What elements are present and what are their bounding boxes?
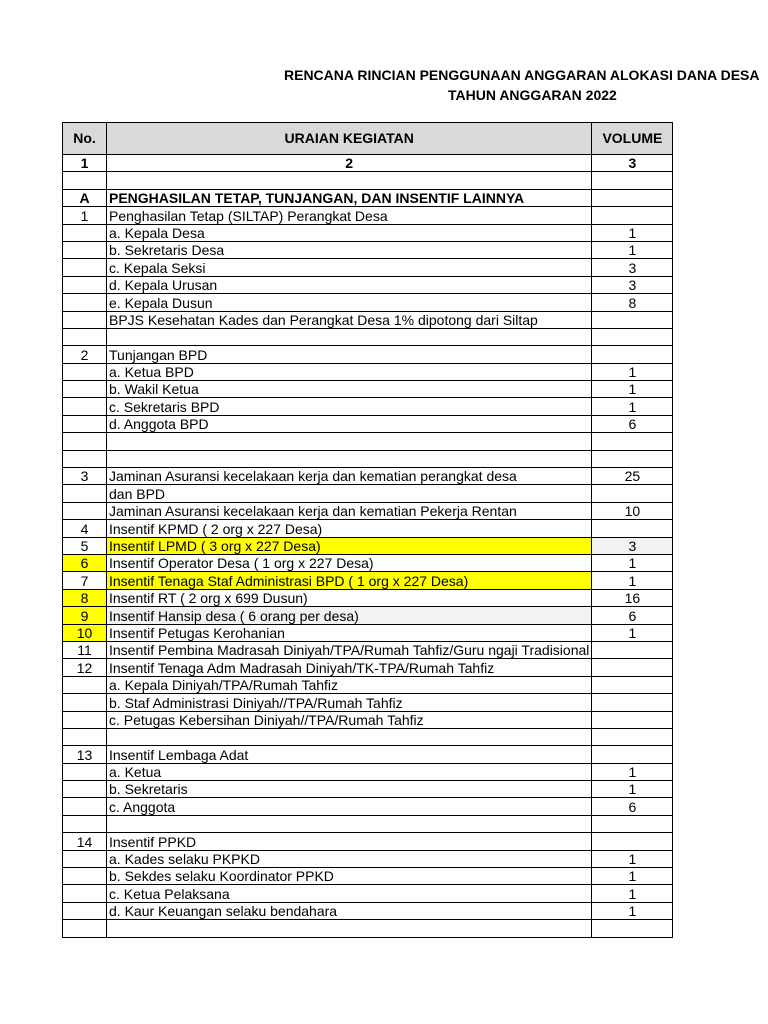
- row-no-cell: [63, 694, 107, 711]
- row-uraian-cell: Insentif KPMD ( 2 org x 227 Desa): [107, 520, 592, 537]
- row-volume-cell: [592, 346, 673, 363]
- row-volume-cell: [592, 450, 673, 467]
- table-row: [63, 294, 673, 311]
- row-volume-cell: 1: [592, 224, 673, 241]
- table-row: [63, 520, 673, 537]
- row-uraian-cell: Insentif Hansip desa ( 6 orang per desa): [107, 607, 592, 624]
- row-no-cell: [63, 311, 107, 328]
- row-uraian-cell: c. Anggota: [107, 798, 592, 815]
- row-no-cell: [63, 902, 107, 919]
- table-row: [63, 641, 673, 658]
- row-uraian-cell: [107, 815, 592, 832]
- table-row: [63, 433, 673, 450]
- row-volume-cell: 6: [592, 415, 673, 432]
- row-volume-cell: [592, 520, 673, 537]
- table-row: [63, 554, 673, 571]
- row-no-cell: [63, 415, 107, 432]
- row-no-cell: [63, 276, 107, 293]
- column-number-row: [63, 155, 673, 172]
- row-uraian-cell: c. Kepala Seksi: [107, 259, 592, 276]
- table-row: [63, 398, 673, 415]
- row-uraian-cell: Insentif Petugas Kerohanian: [107, 624, 592, 641]
- row-no-cell: 8: [63, 589, 107, 606]
- fiscal-year-title: TAHUN ANGGARAN 2022: [448, 87, 617, 103]
- row-volume-cell: 3: [592, 259, 673, 276]
- row-uraian-cell: Jaminan Asuransi kecelakaan kerja dan kematian Pekerja Rentan: [107, 502, 592, 519]
- table-row: [63, 450, 673, 467]
- table-row: [63, 224, 673, 241]
- row-no-cell: 7: [63, 572, 107, 589]
- table-row: [63, 902, 673, 919]
- table-row: [63, 833, 673, 850]
- table-row: [63, 276, 673, 293]
- table-row: [63, 868, 673, 885]
- row-no-cell: [63, 398, 107, 415]
- row-uraian-cell: a. Ketua BPD: [107, 363, 592, 380]
- row-no-cell: [63, 172, 107, 189]
- table-row: [63, 798, 673, 815]
- row-no-cell: 5: [63, 537, 107, 554]
- row-uraian-cell: PENGHASILAN TETAP, TUNJANGAN, DAN INSENTIF LAINNYA: [107, 189, 592, 206]
- table-row: [63, 885, 673, 902]
- document-title: RENCANA RINCIAN PENGGUNAAN ANGGARAN ALOKASI DANA DESA: [284, 67, 760, 83]
- row-volume-cell: [592, 659, 673, 676]
- row-volume-cell: 1: [592, 363, 673, 380]
- row-no-cell: [63, 798, 107, 815]
- row-no-cell: [63, 450, 107, 467]
- row-uraian-cell: Insentif RT ( 2 org x 699 Dusun): [107, 589, 592, 606]
- row-volume-cell: 1: [592, 241, 673, 258]
- row-volume-cell: [592, 694, 673, 711]
- row-volume-cell: 3: [592, 537, 673, 554]
- table-row: [63, 920, 673, 937]
- row-volume-cell: 1: [592, 781, 673, 798]
- row-no-cell: [63, 850, 107, 867]
- row-uraian-cell: [107, 433, 592, 450]
- row-no-cell: [63, 781, 107, 798]
- row-no-cell: [63, 885, 107, 902]
- row-no-cell: [63, 259, 107, 276]
- row-no-cell: 12: [63, 659, 107, 676]
- row-uraian-cell: b. Staf Administrasi Diniyah//TPA/Rumah Tahfiz: [107, 694, 592, 711]
- row-uraian-cell: c. Ketua Pelaksana: [107, 885, 592, 902]
- row-volume-cell: [592, 746, 673, 763]
- row-volume-cell: 1: [592, 868, 673, 885]
- table-row: [63, 537, 673, 554]
- row-uraian-cell: e. Kepala Dusun: [107, 294, 592, 311]
- row-uraian-cell: b. Wakil Ketua: [107, 381, 592, 398]
- row-volume-cell: [592, 433, 673, 450]
- row-volume-cell: [592, 711, 673, 728]
- table-row: [63, 172, 673, 189]
- colnum-uraian: 2: [107, 155, 592, 172]
- row-volume-cell: [592, 485, 673, 502]
- row-volume-cell: [592, 728, 673, 745]
- row-uraian-cell: Insentif Tenaga Adm Madrasah Diniyah/TK-TPA/Rumah Tahfiz: [107, 659, 592, 676]
- table-row: [63, 259, 673, 276]
- row-no-cell: 4: [63, 520, 107, 537]
- row-volume-cell: [592, 641, 673, 658]
- table-row: [63, 781, 673, 798]
- row-no-cell: 1: [63, 207, 107, 224]
- row-volume-cell: 1: [592, 398, 673, 415]
- row-volume-cell: 3: [592, 276, 673, 293]
- row-no-cell: 6: [63, 554, 107, 571]
- row-uraian-cell: c. Petugas Kebersihan Diniyah//TPA/Rumah Tahfiz: [107, 711, 592, 728]
- row-volume-cell: [592, 207, 673, 224]
- row-uraian-cell: Insentif Lembaga Adat: [107, 746, 592, 763]
- row-uraian-cell: [107, 172, 592, 189]
- row-uraian-cell: d. Anggota BPD: [107, 415, 592, 432]
- row-uraian-cell: [107, 728, 592, 745]
- table-row: [63, 311, 673, 328]
- header-volume: VOLUME: [592, 123, 673, 155]
- row-no-cell: A: [63, 189, 107, 206]
- row-no-cell: [63, 363, 107, 380]
- row-volume-cell: 6: [592, 798, 673, 815]
- row-volume-cell: [592, 676, 673, 693]
- row-uraian-cell: b. Sekdes selaku Koordinator PPKD: [107, 868, 592, 885]
- table-header-row: [63, 123, 673, 155]
- table-row: [63, 189, 673, 206]
- row-volume-cell: [592, 328, 673, 345]
- row-no-cell: 14: [63, 833, 107, 850]
- row-no-cell: [63, 920, 107, 937]
- row-volume-cell: 1: [592, 902, 673, 919]
- row-volume-cell: 1: [592, 763, 673, 780]
- table-row: [63, 607, 673, 624]
- row-volume-cell: [592, 189, 673, 206]
- table-row: [63, 676, 673, 693]
- row-uraian-cell: Insentif Tenaga Staf Administrasi BPD ( 1 org x 227 Desa): [107, 572, 592, 589]
- row-uraian-cell: Insentif Operator Desa ( 1 org x 227 Desa): [107, 554, 592, 571]
- table-row: [63, 346, 673, 363]
- table-row: [63, 589, 673, 606]
- row-uraian-cell: BPJS Kesehatan Kades dan Perangkat Desa 1% dipotong dari Siltap: [107, 311, 592, 328]
- row-no-cell: [63, 328, 107, 345]
- row-no-cell: [63, 502, 107, 519]
- row-volume-cell: 10: [592, 502, 673, 519]
- table-row: [63, 850, 673, 867]
- row-no-cell: [63, 763, 107, 780]
- row-uraian-cell: Tunjangan BPD: [107, 346, 592, 363]
- row-no-cell: [63, 728, 107, 745]
- row-uraian-cell: Insentif Pembina Madrasah Diniyah/TPA/Rumah Tahfiz/Guru ngaji Tradisional: [107, 641, 592, 658]
- row-no-cell: 10: [63, 624, 107, 641]
- row-uraian-cell: b. Sekretaris Desa: [107, 241, 592, 258]
- row-uraian-cell: dan BPD: [107, 485, 592, 502]
- row-no-cell: 3: [63, 468, 107, 485]
- row-no-cell: [63, 711, 107, 728]
- row-no-cell: [63, 815, 107, 832]
- row-uraian-cell: a. Kades selaku PKPKD: [107, 850, 592, 867]
- table-row: [63, 381, 673, 398]
- row-volume-cell: 1: [592, 885, 673, 902]
- table-row: [63, 659, 673, 676]
- row-no-cell: [63, 433, 107, 450]
- row-no-cell: 13: [63, 746, 107, 763]
- table-row: [63, 207, 673, 224]
- row-volume-cell: 8: [592, 294, 673, 311]
- row-no-cell: 11: [63, 641, 107, 658]
- table-row: [63, 711, 673, 728]
- table-row: [63, 728, 673, 745]
- row-uraian-cell: [107, 920, 592, 937]
- table-row: [63, 763, 673, 780]
- row-volume-cell: 25: [592, 468, 673, 485]
- colnum-no: 1: [63, 155, 107, 172]
- table-row: [63, 485, 673, 502]
- row-volume-cell: 1: [592, 554, 673, 571]
- header-no: No.: [63, 123, 107, 155]
- row-uraian-cell: a. Kepala Diniyah/TPA/Rumah Tahfiz: [107, 676, 592, 693]
- row-volume-cell: [592, 311, 673, 328]
- row-no-cell: [63, 241, 107, 258]
- row-uraian-cell: b. Sekretaris: [107, 781, 592, 798]
- table-row: [63, 241, 673, 258]
- row-uraian-cell: c. Sekretaris BPD: [107, 398, 592, 415]
- row-no-cell: [63, 381, 107, 398]
- budget-table: [62, 122, 673, 938]
- row-uraian-cell: Jaminan Asuransi kecelakaan kerja dan kematian perangkat desa: [107, 468, 592, 485]
- table-row: [63, 694, 673, 711]
- table-row: [63, 815, 673, 832]
- row-uraian-cell: d. Kepala Urusan: [107, 276, 592, 293]
- table-row: [63, 415, 673, 432]
- row-volume-cell: 1: [592, 850, 673, 867]
- row-uraian-cell: Penghasilan Tetap (SILTAP) Perangkat Desa: [107, 207, 592, 224]
- row-volume-cell: [592, 833, 673, 850]
- table-row: [63, 328, 673, 345]
- row-no-cell: 9: [63, 607, 107, 624]
- table-row: [63, 502, 673, 519]
- row-volume-cell: [592, 172, 673, 189]
- row-volume-cell: 1: [592, 381, 673, 398]
- row-no-cell: [63, 868, 107, 885]
- table-row: [63, 746, 673, 763]
- row-volume-cell: 6: [592, 607, 673, 624]
- row-volume-cell: [592, 920, 673, 937]
- row-no-cell: [63, 224, 107, 241]
- row-volume-cell: 1: [592, 572, 673, 589]
- row-no-cell: [63, 485, 107, 502]
- row-uraian-cell: [107, 450, 592, 467]
- row-volume-cell: 16: [592, 589, 673, 606]
- row-uraian-cell: a. Kepala Desa: [107, 224, 592, 241]
- row-volume-cell: 1: [592, 624, 673, 641]
- header-uraian: URAIAN KEGIATAN: [107, 123, 592, 155]
- row-no-cell: [63, 676, 107, 693]
- table-row: [63, 468, 673, 485]
- row-uraian-cell: [107, 328, 592, 345]
- row-uraian-cell: Insentif PPKD: [107, 833, 592, 850]
- row-uraian-cell: d. Kaur Keuangan selaku bendahara: [107, 902, 592, 919]
- table-row: [63, 572, 673, 589]
- table-row: [63, 363, 673, 380]
- row-uraian-cell: Insentif LPMD ( 3 org x 227 Desa): [107, 537, 592, 554]
- colnum-volume: 3: [592, 155, 673, 172]
- row-uraian-cell: a. Ketua: [107, 763, 592, 780]
- row-volume-cell: [592, 815, 673, 832]
- row-no-cell: 2: [63, 346, 107, 363]
- row-no-cell: [63, 294, 107, 311]
- table-row: [63, 624, 673, 641]
